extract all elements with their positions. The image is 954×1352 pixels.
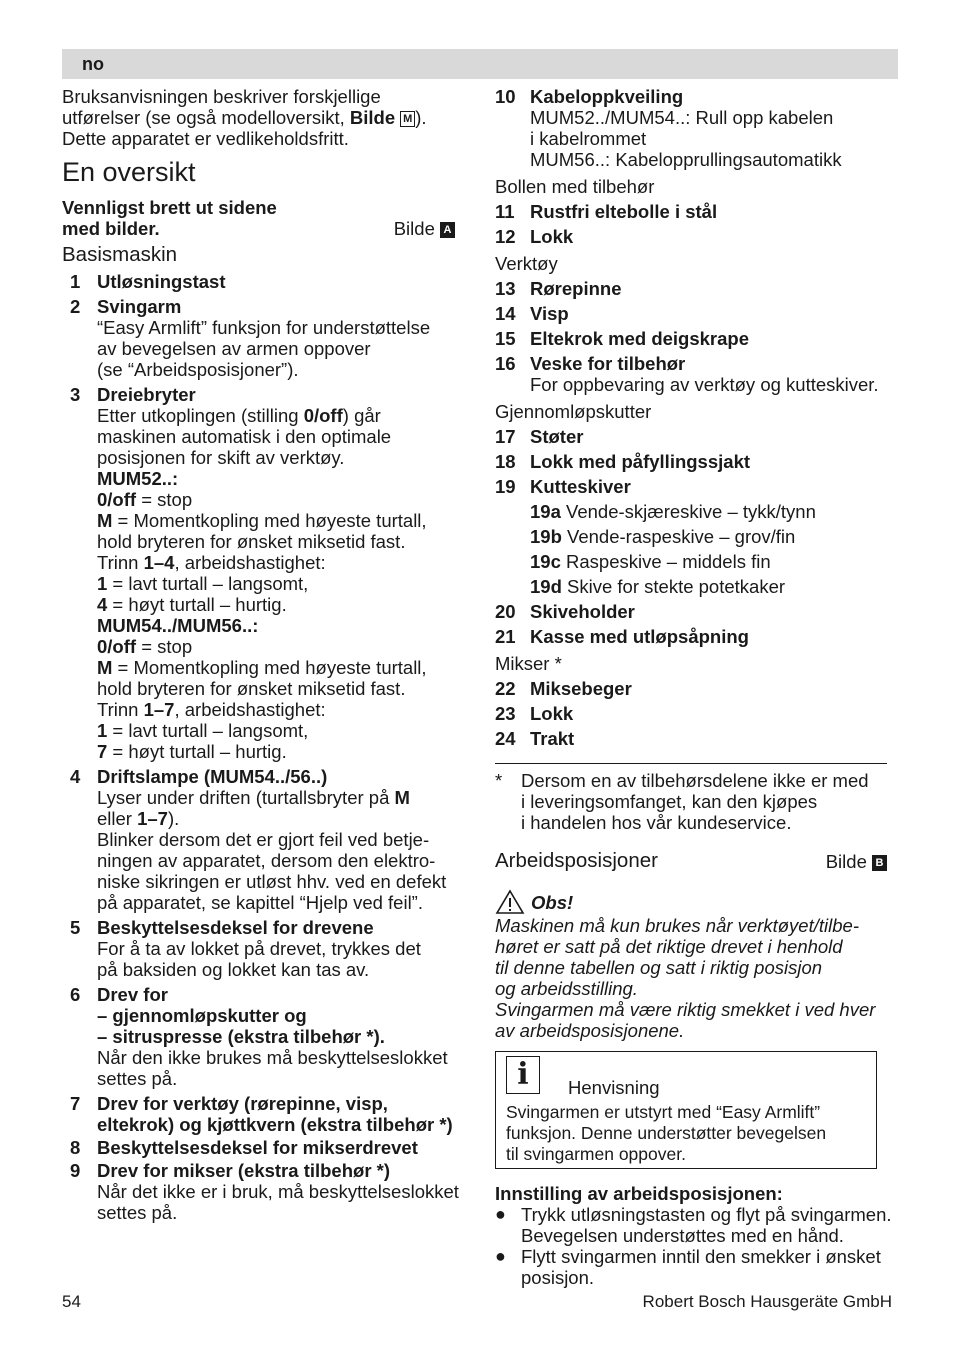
sub-item: 19d Skive for stekte potetkaker <box>530 576 786 597</box>
list-item: 17 Støter <box>495 426 584 447</box>
item-description: (se “Arbeidsposisjoner”). <box>97 359 299 380</box>
sub-item: 19b Vende-raspeskive – grov/fin <box>530 526 796 547</box>
item-description: 0/off = stop <box>97 636 193 657</box>
list-item: 23 Lokk <box>495 703 574 724</box>
footnote: * Dersom en av tilbehørsdelene ikke er med <box>495 770 869 791</box>
item-description: på apparatet, se kapittel “Hjelp ved feil”. <box>97 892 423 913</box>
item-description: Blinker dersom det er gjort feil ved betje- <box>97 829 430 850</box>
item-description: settes på. <box>97 1068 178 1089</box>
warning-heading: Obs! <box>495 889 895 915</box>
item-description: eller 1–7). <box>97 808 180 829</box>
warning-text: Svingarmen må være riktig smekket i ved hver <box>495 999 876 1020</box>
left-column <box>62 86 472 1223</box>
list-item: 21 Kasse med utløpsåpning <box>495 626 749 647</box>
model-label: MUM54../MUM56..: <box>97 615 259 636</box>
item-description: 1 = lavt turtall – langsomt, <box>97 573 309 594</box>
bullet-item: ● Trykk utløsningstasten og flyt på svingarmen. Bevegelsen understøttes med en hånd. <box>495 1204 892 1246</box>
footnote-line: i leveringsomfanget, kan den kjøpes <box>521 791 818 812</box>
section-heading: Basismaskin <box>62 243 178 266</box>
list-item: 18 Lokk med påfyllingssjakt <box>495 451 751 472</box>
sub-item: 19a Vende-skjæreskive – tykk/tynn <box>530 501 816 522</box>
item-title: – sitruspresse (ekstra tilbehør *). <box>97 1026 385 1047</box>
item-description: hold bryteren for ønsket miksetid fast. <box>97 678 406 699</box>
item-description: i kabelrommet <box>530 128 647 149</box>
list-item: 22 Miksebeger <box>495 678 632 699</box>
list-item: 5 Beskyttelsesdeksel for drevene <box>70 917 374 938</box>
company-name: Robert Bosch Hausgeräte GmbH <box>642 1292 892 1311</box>
subheading: Innstilling av arbeidsposisjonen: <box>495 1183 783 1204</box>
item-description: niske sikringen er utløst hhv. ved en defekt <box>97 871 447 892</box>
item-description: MUM56..: Kabelopprullingsautomatikk <box>530 149 842 170</box>
list-item: 14 Visp <box>495 303 569 324</box>
list-item: 16 Veske for tilbehør <box>495 353 686 374</box>
item-description: posisjonen for skift av verktøy. <box>97 447 345 468</box>
note-text: Svingarmen er utstyrt med “Easy Armlift” <box>506 1102 821 1122</box>
section-heading: Arbeidsposisjoner <box>495 849 658 872</box>
group-heading: Gjennomløpskutter <box>495 401 652 422</box>
group-heading: Verktøy <box>495 253 558 274</box>
language-code: no <box>82 54 104 74</box>
item-description: Lyser under driften (turtallsbryter på M <box>97 787 410 808</box>
list-item: 13 Rørepinne <box>495 278 622 299</box>
item-description: For å ta av lokket på drevet, trykkes det <box>97 938 421 959</box>
warning-text: til denne tabellen og satt i riktig posisjon <box>495 957 823 978</box>
group-heading: Bollen med tilbehør <box>495 176 655 197</box>
item-title: – gjennomløpskutter og <box>97 1005 307 1026</box>
item-description: av bevegelsen av armen oppover <box>97 338 371 359</box>
page-title: En oversikt <box>62 157 196 187</box>
warning-text: og arbeidsstilling. <box>495 978 638 999</box>
intro-line: Dette apparatet er vedlikeholdsfritt. <box>62 128 349 149</box>
list-item: 24 Trakt <box>495 728 575 749</box>
list-item: 9 Drev for mikser (ekstra tilbehør *) <box>70 1160 391 1181</box>
intro-line: utførelser (se også modelloversikt, Bilde M ). <box>62 107 427 128</box>
item-description: settes på. <box>97 1202 178 1223</box>
warning-text: Maskinen må kun brukes når verktøyet/tilbe- <box>495 915 859 936</box>
item-description: 1 = lavt turtall – langsomt, <box>97 720 309 741</box>
item-description: 0/off = stop <box>97 489 193 510</box>
language-bar <box>62 49 898 79</box>
list-item: 1 Utløsningstast <box>70 271 226 292</box>
item-description: Trinn 1–7, arbeidshastighet: <box>97 699 326 720</box>
footnote-line: i handelen hos vår kundeservice. <box>521 812 792 833</box>
group-heading: Mikser * <box>495 653 562 674</box>
figure-b-icon: B <box>872 855 887 871</box>
warning-text: høret er satt på det riktige drevet i henhold <box>495 936 843 957</box>
item-description: “Easy Armlift” funksjon for understøttelse <box>97 317 431 338</box>
info-icon: i <box>506 1056 540 1094</box>
note-text: til svingarmen oppover. <box>506 1144 686 1164</box>
list-item: 8 Beskyttelsesdeksel for mikserdrevet <box>70 1137 418 1158</box>
list-item: 4 Driftslampe (MUM54../56..) <box>70 766 328 787</box>
list-item: 19 Kutteskiver <box>495 476 631 497</box>
list-item: 20 Skiveholder <box>495 601 635 622</box>
figure-a-icon: A <box>440 222 455 238</box>
divider <box>495 763 887 764</box>
sub-item: 19c Raspeskive – middels fin <box>530 551 771 572</box>
item-description: MUM52../MUM54..: Rull opp kabelen <box>530 107 834 128</box>
list-item: 2 Svingarm <box>70 296 182 317</box>
item-description: maskinen automatisk i den optimale <box>97 426 392 447</box>
bullet-item: ● Flytt svingarmen inntil den smekker i ønsket posisjon. <box>495 1246 881 1288</box>
note-box <box>495 1051 877 1169</box>
item-description: M = Momentkopling med høyeste turtall, <box>97 657 427 678</box>
fold-note: med bilder. Bilde A <box>62 218 455 239</box>
item-description: For oppbevaring av verktøy og kutteskiver. <box>530 374 879 395</box>
list-item: 7 Drev for verktøy (rørepinne, visp, <box>70 1093 388 1114</box>
note-title: Henvisning <box>568 1077 660 1098</box>
item-description: Når det ikke er i bruk, må beskyttelseslokket <box>97 1181 459 1202</box>
figure-m-icon: M <box>400 111 415 127</box>
item-description: på baksiden og lokket kan tas av. <box>97 959 370 980</box>
item-title: eltekrok) og kjøttkvern (ekstra tilbehør *) <box>97 1114 453 1135</box>
model-label: MUM52..: <box>97 468 179 489</box>
section-heading-row: Arbeidsposisjoner Bilde B <box>495 849 887 873</box>
item-description: ningen av apparatet, dersom den elektro- <box>97 850 436 871</box>
page-number: 54 <box>62 1292 81 1311</box>
right-column <box>495 86 895 1288</box>
item-description: Når den ikke brukes må beskyttelseslokket <box>97 1047 448 1068</box>
item-description: hold bryteren for ønsket miksetid fast. <box>97 531 406 552</box>
item-description: 7 = høyt turtall – hurtig. <box>97 741 287 762</box>
list-item: 3 Dreiebryter <box>70 384 196 405</box>
fold-note: Vennligst brett ut sidene <box>62 197 277 218</box>
item-description: 4 = høyt turtall – hurtig. <box>97 594 287 615</box>
warning-text: av arbeidsposisjonene. <box>495 1020 685 1041</box>
list-item: 12 Lokk <box>495 226 574 247</box>
item-description: Trinn 1–4, arbeidshastighet: <box>97 552 326 573</box>
item-description: Etter utkoplingen (stilling 0/off) går <box>97 405 381 426</box>
list-item: 15 Eltekrok med deigskrape <box>495 328 750 349</box>
list-item: 10 Kabeloppkveiling <box>495 86 684 107</box>
intro-line: Bruksanvisningen beskriver forskjellige <box>62 86 381 107</box>
list-item: 11 Rustfri eltebolle i stål <box>495 201 718 222</box>
list-item: 6 Drev for <box>70 984 168 1005</box>
warning-icon <box>495 889 525 915</box>
note-text: funksjon. Denne understøtter bevegelsen <box>506 1123 827 1143</box>
item-description: M = Momentkopling med høyeste turtall, <box>97 510 427 531</box>
